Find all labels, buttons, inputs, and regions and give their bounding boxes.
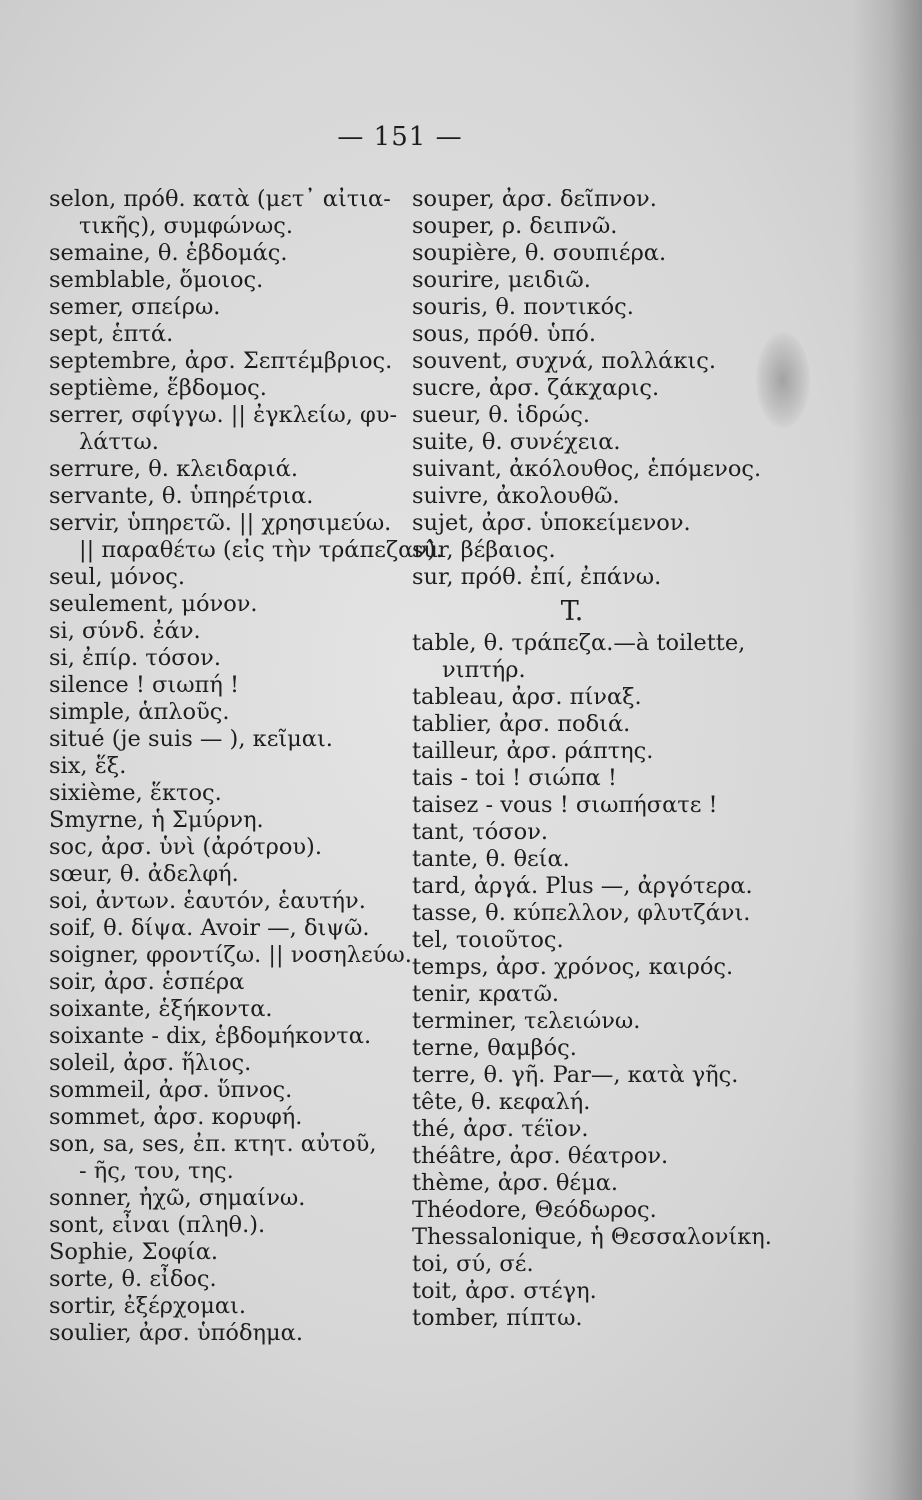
dictionary-entry: soixante - dix, ἑβδομήκοντα. [49, 1023, 372, 1049]
dictionary-entry: tomber, πίπτω. [412, 1305, 583, 1331]
dictionary-entry: λάττω. [79, 429, 159, 455]
dictionary-entry: souvent, συχνά, πολλάκις. [412, 348, 716, 374]
dictionary-entry: septième, ἕβδομος. [49, 375, 267, 401]
dictionary-entry: - ῆς, του, της. [79, 1158, 234, 1184]
dictionary-entry: semer, σπείρω. [49, 294, 221, 320]
dictionary-entry: simple, ἁπλοῦς. [49, 699, 230, 725]
dictionary-entry: table, θ. τράπεζα.—à toilette, [412, 630, 746, 656]
dictionary-entry: seul, μόνος. [49, 564, 185, 590]
dictionary-entry: toi, σύ, σέ. [412, 1251, 534, 1277]
right-column [412, 186, 772, 1332]
dictionary-entry: souper, ἀρσ. δεῖπνον. [412, 186, 657, 212]
dictionary-entry: soif, θ. δίψα. Avoir —, διψῶ. [49, 915, 370, 941]
dictionary-entry: son, sa, ses, ἐπ. κτητ. αὐτοῦ, [49, 1131, 377, 1157]
dictionary-entry: terne, θαμβός. [412, 1035, 577, 1061]
dictionary-entry: sept, ἑπτά. [49, 321, 174, 347]
dictionary-entry: suivant, ἀκόλουθος, ἑπόμενος. [412, 456, 762, 482]
dictionary-entry: semaine, θ. ἑβδομάς. [49, 240, 288, 266]
dictionary-entry: sorte, θ. εἶδος. [49, 1266, 217, 1292]
dictionary-entry: sûr, βέβαιος. [412, 537, 556, 563]
dictionary-entry: seulement, μόνον. [49, 591, 258, 617]
dictionary-entry: sommeil, ἀρσ. ὕπνος. [49, 1077, 293, 1103]
dictionary-entry: tard, ἀργά. Plus —, ἀργότερα. [412, 873, 753, 899]
page-fold-shadow [852, 0, 922, 1500]
dictionary-entry: tant, τόσον. [412, 819, 549, 845]
dictionary-entry: soigner, φροντίζω. || νοσηλεύω. [49, 942, 412, 968]
dictionary-entry: sous, πρόθ. ὑπό. [412, 321, 597, 347]
dictionary-entry: soc, ἀρσ. ὑνὶ (ἀρότρου). [49, 834, 322, 860]
dictionary-entry: tablier, ἀρσ. ποδιά. [412, 711, 631, 737]
dictionary-entry: tableau, ἀρσ. πίναξ. [412, 684, 642, 710]
dictionary-entry: τικῆς), συμφώνως. [79, 213, 294, 239]
dictionary-entry: || παραθέτω (εἰς τὴν τράπεζαν). [79, 537, 443, 563]
dictionary-entry: Théodore, Θεόδωρος. [412, 1197, 657, 1223]
dictionary-entry: tais - toi ! σιώπα ! [412, 765, 617, 791]
dictionary-entry: souper, ρ. δειπνῶ. [412, 213, 618, 239]
dictionary-entry: souris, θ. ποντικός. [412, 294, 634, 320]
dictionary-entry: tête, θ. κεφαλή. [412, 1089, 591, 1115]
dictionary-entry: temps, ἀρσ. χρόνος, καιρός. [412, 954, 734, 980]
dictionary-entry: sixième, ἕκτος. [49, 780, 222, 806]
dictionary-entry: soleil, ἀρσ. ἥλιος. [49, 1050, 252, 1076]
dictionary-entry: suivre, ἀκολουθῶ. [412, 483, 620, 509]
dictionary-entry: sonner, ἠχῶ, σημαίνω. [49, 1185, 306, 1211]
dictionary-entry: tenir, κρατῶ. [412, 981, 560, 1007]
dictionary-entry: sont, εἶναι (πληθ.). [49, 1212, 266, 1238]
left-column [49, 186, 443, 1347]
dictionary-entry: tailleur, ἀρσ. ράπτης. [412, 738, 654, 764]
dictionary-entry: thème, ἀρσ. θέμα. [412, 1170, 619, 1196]
dictionary-entry: soulier, ἀρσ. ὑπόδημα. [49, 1320, 303, 1346]
dictionary-entry: tante, θ. θεία. [412, 846, 570, 872]
dictionary-entry: six, ἕξ. [49, 753, 127, 779]
dictionary-entry: Sophie, Σοφία. [49, 1239, 219, 1265]
dictionary-entry: si, σύνδ. ἐάν. [49, 618, 201, 644]
dictionary-entry: sortir, ἐξέρχομαι. [49, 1293, 246, 1319]
dictionary-entry: servir, ὑπηρετῶ. || χρησιμεύω. [49, 510, 392, 536]
dictionary-entry: terminer, τελειώνω. [412, 1008, 641, 1034]
dictionary-entry: silence ! σιωπή ! [49, 672, 239, 698]
dictionary-entry: situé (je suis — ), κεῖμαι. [49, 726, 333, 752]
dictionary-entry: si, ἐπίρ. τόσον. [49, 645, 221, 671]
dictionary-entry: Thessalonique, ἡ Θεσσαλονίκη. [412, 1224, 772, 1250]
dictionary-entry: νιπτήρ. [442, 657, 526, 683]
dictionary-entry: serrer, σφίγγω. || ἐγκλείω, φυ- [49, 402, 398, 428]
dictionary-entry: sueur, θ. ἱδρώς. [412, 402, 590, 428]
dictionary-entry: tasse, θ. κύπελλον, φλυτζάνι. [412, 900, 751, 926]
dictionary-entry: sommet, ἀρσ. κορυφή. [49, 1104, 303, 1130]
dictionary-entry: taisez - vous ! σιωπήσατε ! [412, 792, 718, 818]
dictionary-entry: soupière, θ. σουπιέρα. [412, 240, 667, 266]
dictionary-entry: soixante, ἑξήκοντα. [49, 996, 273, 1022]
dictionary-entry: septembre, ἀρσ. Σεπτέμβριος. [49, 348, 393, 374]
dictionary-entry: thé, ἀρσ. τέϊον. [412, 1116, 589, 1142]
dictionary-entry: terre, θ. γῆ. Par—, κατὰ γῆς. [412, 1062, 739, 1088]
dictionary-entry: tel, τοιοῦτος. [412, 927, 564, 953]
dictionary-entry: sur, πρόθ. ἐπί, ἐπάνω. [412, 564, 662, 590]
page-number: — 151 — [337, 122, 463, 152]
dictionary-entry: servante, θ. ὑπηρέτρια. [49, 483, 314, 509]
dictionary-entry: Smyrne, ἡ Σμύρνη. [49, 807, 264, 833]
dictionary-entry: suite, θ. συνέχεια. [412, 429, 621, 455]
dictionary-entry: soi, ἀντων. ἑαυτόν, ἑαυτήν. [49, 888, 366, 914]
right-t-entries [412, 630, 772, 1332]
dictionary-entry: sucre, ἀρσ. ζάκχαρις. [412, 375, 660, 401]
dictionary-entry: toit, ἀρσ. στέγη. [412, 1278, 597, 1304]
dictionary-entry: semblable, ὅμοιος. [49, 267, 264, 293]
right-s-entries [412, 186, 772, 591]
dictionary-entry: sujet, ἀρσ. ὑποκείμενον. [412, 510, 691, 536]
dictionary-entry: sœur, θ. ἀδελφή. [49, 861, 239, 887]
dictionary-entry: serrure, θ. κλειδαριά. [49, 456, 299, 482]
dictionary-entry: théâtre, ἀρσ. θέατρον. [412, 1143, 669, 1169]
section-letter-t: T. [560, 596, 584, 627]
dictionary-entry: soir, ἀρσ. ἑσπέρα [49, 969, 245, 995]
dictionary-entry: selon, πρόθ. κατὰ (μετ᾽ αἰτια- [49, 186, 391, 212]
dictionary-entry: sourire, μειδιῶ. [412, 267, 591, 293]
